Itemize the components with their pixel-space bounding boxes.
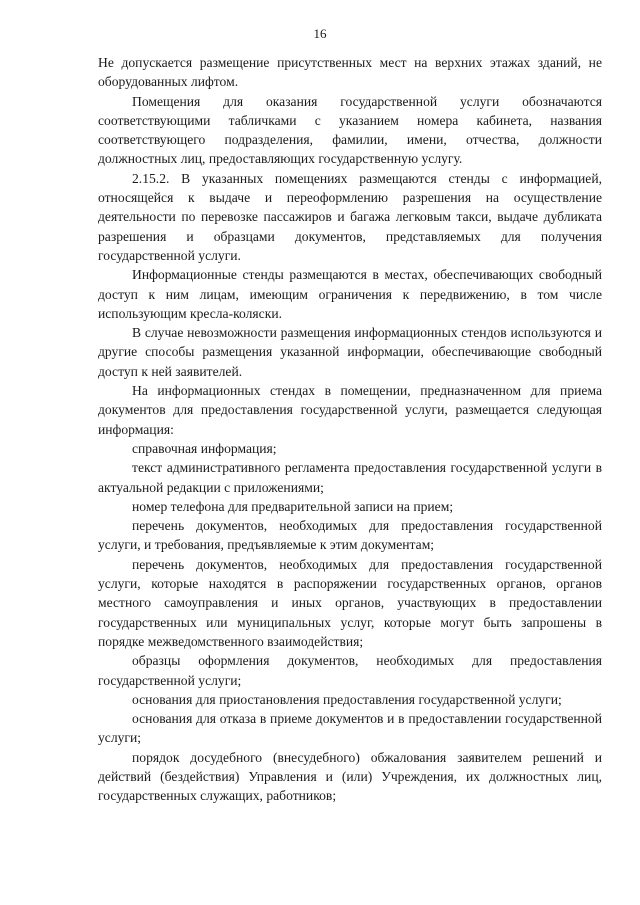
paragraph: Информационные стенды размещаются в местах, обеспечивающих свободный доступ к ним лицам, имеющим ограничения к передвижению, в том числе использующим кресла-коляски. [98, 267, 602, 321]
list-item: текст административного регламента предоставления государственной услуги в актуальной редакции с приложениями; [98, 460, 602, 495]
paragraph: На информационных стендах в помещении, предназначенном для приема документов для предоставления государственной услуги, размещается следующая информация: [98, 383, 602, 437]
paragraph: Помещения для оказания государственной услуги обозначаются соответствующими табличками с указанием номера кабинета, названия соответствующего подразделения, фамилии, имени, отчества, должности должностных лиц, предоставляющих государственную услугу. [98, 93, 602, 167]
list-item: перечень документов, необходимых для предоставления государственной услуги, и требования, предъявляемые к этим документам; [98, 518, 602, 553]
list-item: основания для отказа в приеме документов и в предоставлении государственной услуги; [98, 711, 602, 746]
paragraph: В случае невозможности размещения информационных стендов используются и другие способы размещения указанной информации, обеспечивающие свободный доступ к ней заявителей. [98, 325, 602, 379]
page-number: 16 [313, 26, 327, 41]
list-item: порядок досудебного (внесудебного) обжалования заявителем решений и действий (бездействия) Управления и (или) Учреждения, их должностных лиц, государственных служащих, работников; [98, 749, 602, 804]
list-item: перечень документов, необходимых для предоставления государственной услуги, которые находятся в распоряжении государственных органов, органов местного самоуправления и иных органов, участвующих в предоставлении государственных или муниципальных услуг, которые могут быть запрошены в порядке межведомственного взаимодействия; [98, 556, 602, 649]
list-item: справочная информация; [132, 440, 277, 456]
paragraph: Не допускается размещение присутственных мест на верхних этажах зданий, не оборудованных лифтом. [98, 55, 602, 90]
paragraph: 2.15.2. В указанных помещениях размещаются стенды с информацией, относящейся к выдаче и переоформлению разрешения на осуществление деятельности по перевозке пассажиров и багажа легковым такси, выдаче дубликата разрешения и образцами документов, представляемых для получения государственной услуги. [98, 170, 602, 263]
document-body [98, 53, 602, 806]
list-item: основания для приостановления предоставления государственной услуги; [132, 691, 562, 707]
list-item: номер телефона для предварительной записи на прием; [132, 498, 454, 514]
list-item: образцы оформления документов, необходимых для предоставления государственной услуги; [98, 653, 602, 688]
